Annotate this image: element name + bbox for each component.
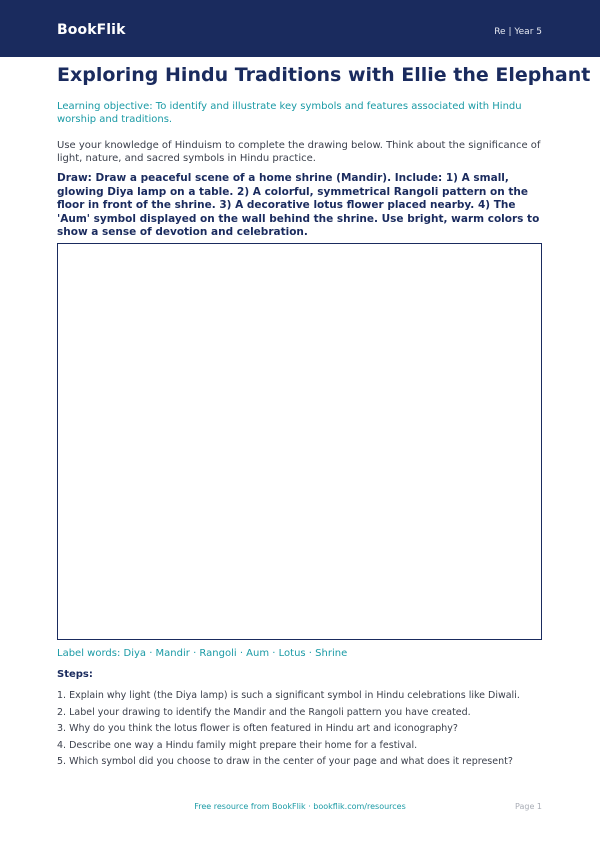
brand-logo[interactable]: BookFlik	[57, 22, 126, 38]
drawing-area[interactable]	[57, 243, 542, 640]
footer-resource-link[interactable]: Free resource from BookFlik · bookflik.com/resources	[194, 802, 406, 811]
step-item: 4. Describe one way a Hindu family might prepare their home for a festival.	[57, 739, 418, 751]
page-title: Exploring Hindu Traditions with Ellie the Elephant	[57, 64, 591, 86]
subject-year-label: Re | Year 5	[494, 27, 542, 37]
step-item: 1. Explain why light (the Diya lamp) is such a significant symbol in Hindu celebrations like Diwali.	[57, 690, 520, 701]
page-number: Page 1	[515, 802, 542, 811]
label-words: Label words: Diya · Mandir · Rangoli · Aum · Lotus · Shrine	[57, 648, 348, 659]
steps-heading: Steps:	[57, 669, 93, 680]
step-item: 2. Label your drawing to identify the Mandir and the Rangoli pattern you have created.	[57, 706, 471, 718]
intro-text: Use your knowledge of Hinduism to complete the drawing below. Think about the significance of light, nature, and sacred symbols in Hindu practice.	[57, 140, 541, 164]
header-bar	[0, 0, 600, 57]
learning-objective: Learning objective: To identify and illustrate key symbols and features associated with Hindu worship and traditions.	[57, 101, 522, 125]
steps-list	[57, 688, 557, 771]
step-item: 5. Which symbol did you choose to draw in the center of your page and what does it represent?	[57, 756, 513, 767]
step-item: 3. Why do you think the lotus flower is often featured in Hindu art and iconography?	[57, 723, 458, 734]
draw-instruction: Draw: Draw a peaceful scene of a home shrine (Mandir). Include: 1) A small, glowing Diya lamp on a table. 2) A colorful, symmetrical Rangoli pattern on the floor in front of the shrine. 3) A decorative lotus flower placed nearby. 4) The 'Aum' symbol displayed on the wall behind the shrine. Use bright, warm colors to show a sense of devotion and celebration.	[57, 172, 540, 238]
